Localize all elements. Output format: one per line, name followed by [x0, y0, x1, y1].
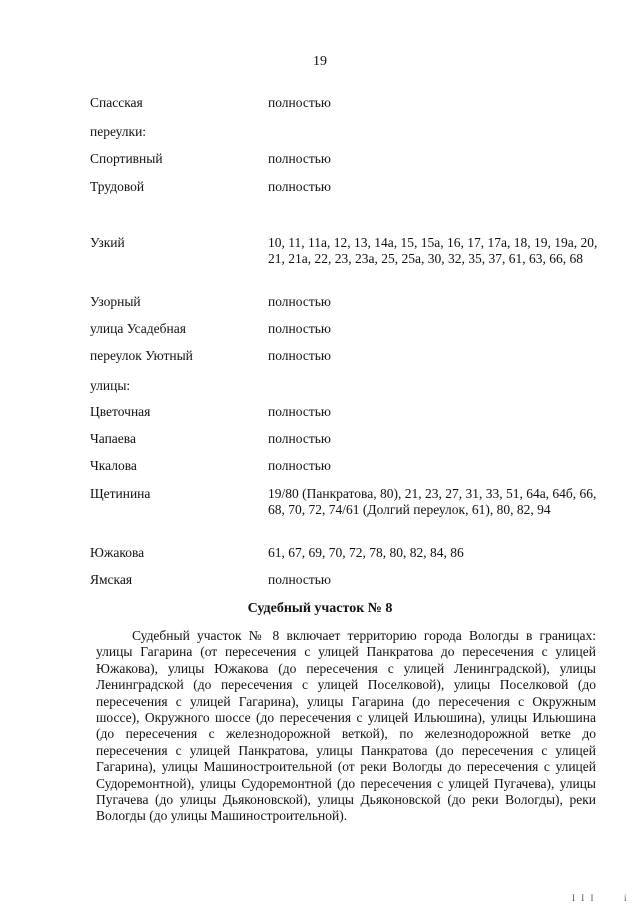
- street-coverage: полностью: [268, 348, 331, 363]
- street-name: улица Усадебная: [90, 321, 186, 336]
- street-coverage: полностью: [268, 95, 331, 110]
- house-numbers: 10, 11, 11а, 12, 13, 14а, 15, 15а, 16, 17, 17а, 18, 19, 19а, 20, 21, 21а, 22, 23, 23а, 25, 25а, 30, 32, 35, 37, 61, 63, 66, 68: [268, 235, 598, 266]
- house-numbers: 19/80 (Панкратова, 80), 21, 23, 27, 31, 33, 51, 64а, 64б, 66, 68, 70, 72, 74/61 (Долгий переулок, 61), 80, 82, 94: [268, 486, 597, 517]
- street-name: Спортивный: [90, 151, 163, 166]
- street-coverage: полностью: [268, 572, 331, 587]
- street-name: Узкий: [90, 235, 125, 250]
- street-coverage: полностью: [268, 404, 331, 419]
- district-description: Судебный участок № 8 включает территорию города Вологды в границах: улицы Гагарина (от пересечения с улицей Панкратова до пересечения с улицей Южакова), улицы Южакова (до пересечения с улицей Ленинградской), улицы Ленинградской (до пересечения с улицей Поселковой), улицы Поселковой (до пересечения с улицей Гагарина), улицы Гагарина (до пересечения с Окружным шоссе), Окружного шоссе (до пересечения с улицей Ильюшина), улицы Ильюшина (до пересечения с железнодорожной веткой), по железнодорожной ветке до пересечения с улицей Панкратова, улицы Панкратова (до пересечения с улицей Гагарина), улицы Машиностроительной (от реки Вологды до пересечения с улицей Судоремонтной), улицы Судоремонтной (до пересечения с улицей Пугачева), улицы Пугачева (до улицы Дьяконовской), улицы Дьяконовской (до реки Вологды), реки Вологды (до улицы Машиностроительной).: [96, 628, 596, 824]
- footer-mark-right: i: [624, 893, 627, 903]
- footer-marks: I I I: [572, 893, 596, 903]
- street-coverage: полностью: [268, 321, 331, 336]
- street-name: Узорный: [90, 294, 141, 309]
- street-name: Южакова: [90, 545, 145, 560]
- street-group-heading: переулки:: [90, 124, 147, 139]
- street-name: Спасская: [90, 95, 143, 110]
- street-name: Трудовой: [90, 179, 145, 194]
- street-name: Чкалова: [90, 458, 137, 473]
- street-coverage: полностью: [268, 431, 331, 446]
- street-coverage: полностью: [268, 294, 331, 309]
- street-name: Чапаева: [90, 431, 136, 446]
- street-coverage: полностью: [268, 458, 331, 473]
- street-name: переулок Уютный: [90, 348, 193, 363]
- house-numbers: 61, 67, 69, 70, 72, 78, 80, 82, 84, 86: [268, 545, 464, 560]
- street-coverage: полностью: [268, 179, 331, 194]
- section-title: Судебный участок № 8: [247, 601, 393, 616]
- street-name: Ямская: [90, 572, 133, 587]
- street-name: Цветочная: [90, 404, 151, 419]
- street-group-heading: улицы:: [90, 378, 131, 393]
- page-number: 19: [313, 54, 327, 69]
- street-coverage: полностью: [268, 151, 331, 166]
- street-name: Щетинина: [90, 486, 151, 501]
